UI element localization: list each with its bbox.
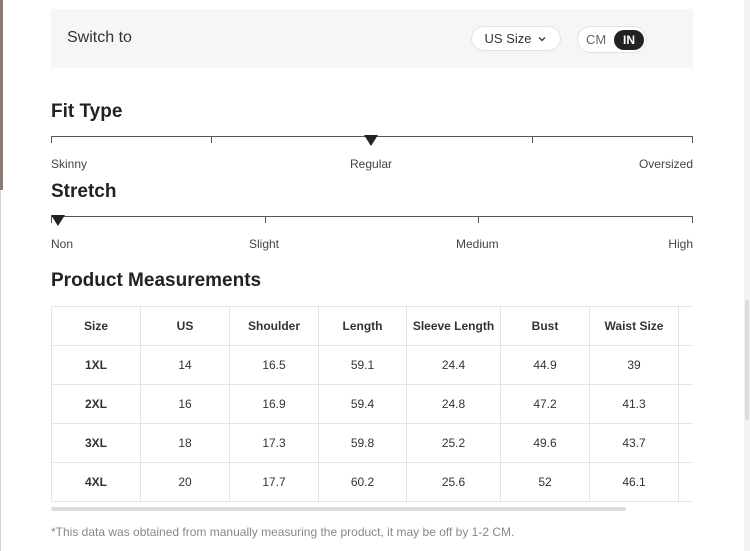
- table-cell: [679, 463, 694, 502]
- fit-type-tick: [51, 136, 52, 143]
- column-header: [679, 307, 694, 346]
- stretch-line: [51, 216, 693, 217]
- table-row: [52, 424, 694, 463]
- table-cell: 16: [141, 385, 230, 424]
- table-cell: 47.2: [501, 385, 590, 424]
- table-cell: 43.7: [590, 424, 679, 463]
- table-cell: 46.1: [590, 463, 679, 502]
- fit-type-scale: [51, 136, 693, 156]
- fit-type-label-oversized: Oversized: [638, 157, 693, 171]
- unit-toggle[interactable]: [577, 26, 647, 53]
- table-cell: 60.2: [319, 463, 407, 502]
- size-cell: 2XL: [52, 385, 141, 424]
- stretch-label-medium: Medium: [456, 237, 499, 251]
- table-cell: 52: [501, 463, 590, 502]
- stretch-label-high: High: [668, 237, 693, 251]
- table-cell: 25.2: [407, 424, 501, 463]
- column-header: US: [141, 307, 230, 346]
- fit-type-marker: [364, 135, 378, 146]
- table-cell: 24.8: [407, 385, 501, 424]
- table-horizontal-scrollbar[interactable]: [51, 507, 626, 511]
- table-cell: [679, 424, 694, 463]
- column-header: Sleeve Length: [407, 307, 501, 346]
- fit-type-label-regular: Regular: [350, 157, 393, 171]
- measurements-table-container[interactable]: [51, 306, 693, 512]
- left-edge: [0, 0, 3, 190]
- page-scrollbar[interactable]: [744, 0, 750, 551]
- column-header: Bust: [501, 307, 590, 346]
- table-cell: 24.4: [407, 346, 501, 385]
- table-cell: 41.3: [590, 385, 679, 424]
- column-header: Shoulder: [230, 307, 319, 346]
- stretch-marker: [51, 215, 65, 226]
- stretch-label-slight: Slight: [249, 237, 280, 251]
- table-cell: 44.9: [501, 346, 590, 385]
- stretch-title: Stretch: [51, 181, 117, 202]
- switch-to-label: Switch to: [67, 29, 132, 46]
- fit-type-tick: [692, 136, 693, 143]
- left-border: [0, 190, 1, 551]
- table-row: [52, 385, 694, 424]
- table-cell: 49.6: [501, 424, 590, 463]
- size-system-value: US Size: [484, 31, 532, 46]
- unit-in-option[interactable]: IN: [614, 30, 644, 50]
- table-cell: 14: [141, 346, 230, 385]
- stretch-scale: [51, 216, 693, 236]
- table-row: [52, 463, 694, 502]
- table-cell: 16.5: [230, 346, 319, 385]
- table-row: [52, 346, 694, 385]
- table-cell: 59.8: [319, 424, 407, 463]
- table-cell: 59.1: [319, 346, 407, 385]
- measurements-table: [51, 306, 693, 502]
- stretch-tick: [692, 216, 693, 223]
- table-cell: 18: [141, 424, 230, 463]
- column-header: Length: [319, 307, 407, 346]
- size-cell: 1XL: [52, 346, 141, 385]
- measurement-footnote: *This data was obtained from manually measuring the product, it may be off by 1-2 CM.: [51, 525, 515, 539]
- table-cell: 16.9: [230, 385, 319, 424]
- size-cell: 3XL: [52, 424, 141, 463]
- measurements-title: Product Measurements: [51, 270, 262, 291]
- column-header: Size: [52, 307, 141, 346]
- fit-type-tick: [211, 136, 212, 143]
- stretch-label-non: Non: [51, 237, 74, 251]
- table-cell: [679, 346, 694, 385]
- fit-type-tick: [532, 136, 533, 143]
- table-cell: 59.4: [319, 385, 407, 424]
- table-cell: 17.7: [230, 463, 319, 502]
- size-cell: 4XL: [52, 463, 141, 502]
- table-cell: 39: [590, 346, 679, 385]
- table-cell: [679, 385, 694, 424]
- table-cell: 25.6: [407, 463, 501, 502]
- table-cell: 17.3: [230, 424, 319, 463]
- size-system-select[interactable]: [471, 26, 561, 51]
- fit-type-title: Fit Type: [51, 101, 123, 122]
- table-cell: 20: [141, 463, 230, 502]
- switch-bar: [51, 9, 693, 68]
- table-header-row: [52, 307, 694, 346]
- stretch-tick: [478, 216, 479, 223]
- unit-cm-option[interactable]: CM: [586, 32, 607, 47]
- stretch-tick: [265, 216, 266, 223]
- column-header: Waist Size: [590, 307, 679, 346]
- chevron-down-icon: [537, 34, 547, 44]
- page-scrollbar-thumb[interactable]: [745, 300, 749, 420]
- fit-type-label-skinny: Skinny: [51, 157, 88, 171]
